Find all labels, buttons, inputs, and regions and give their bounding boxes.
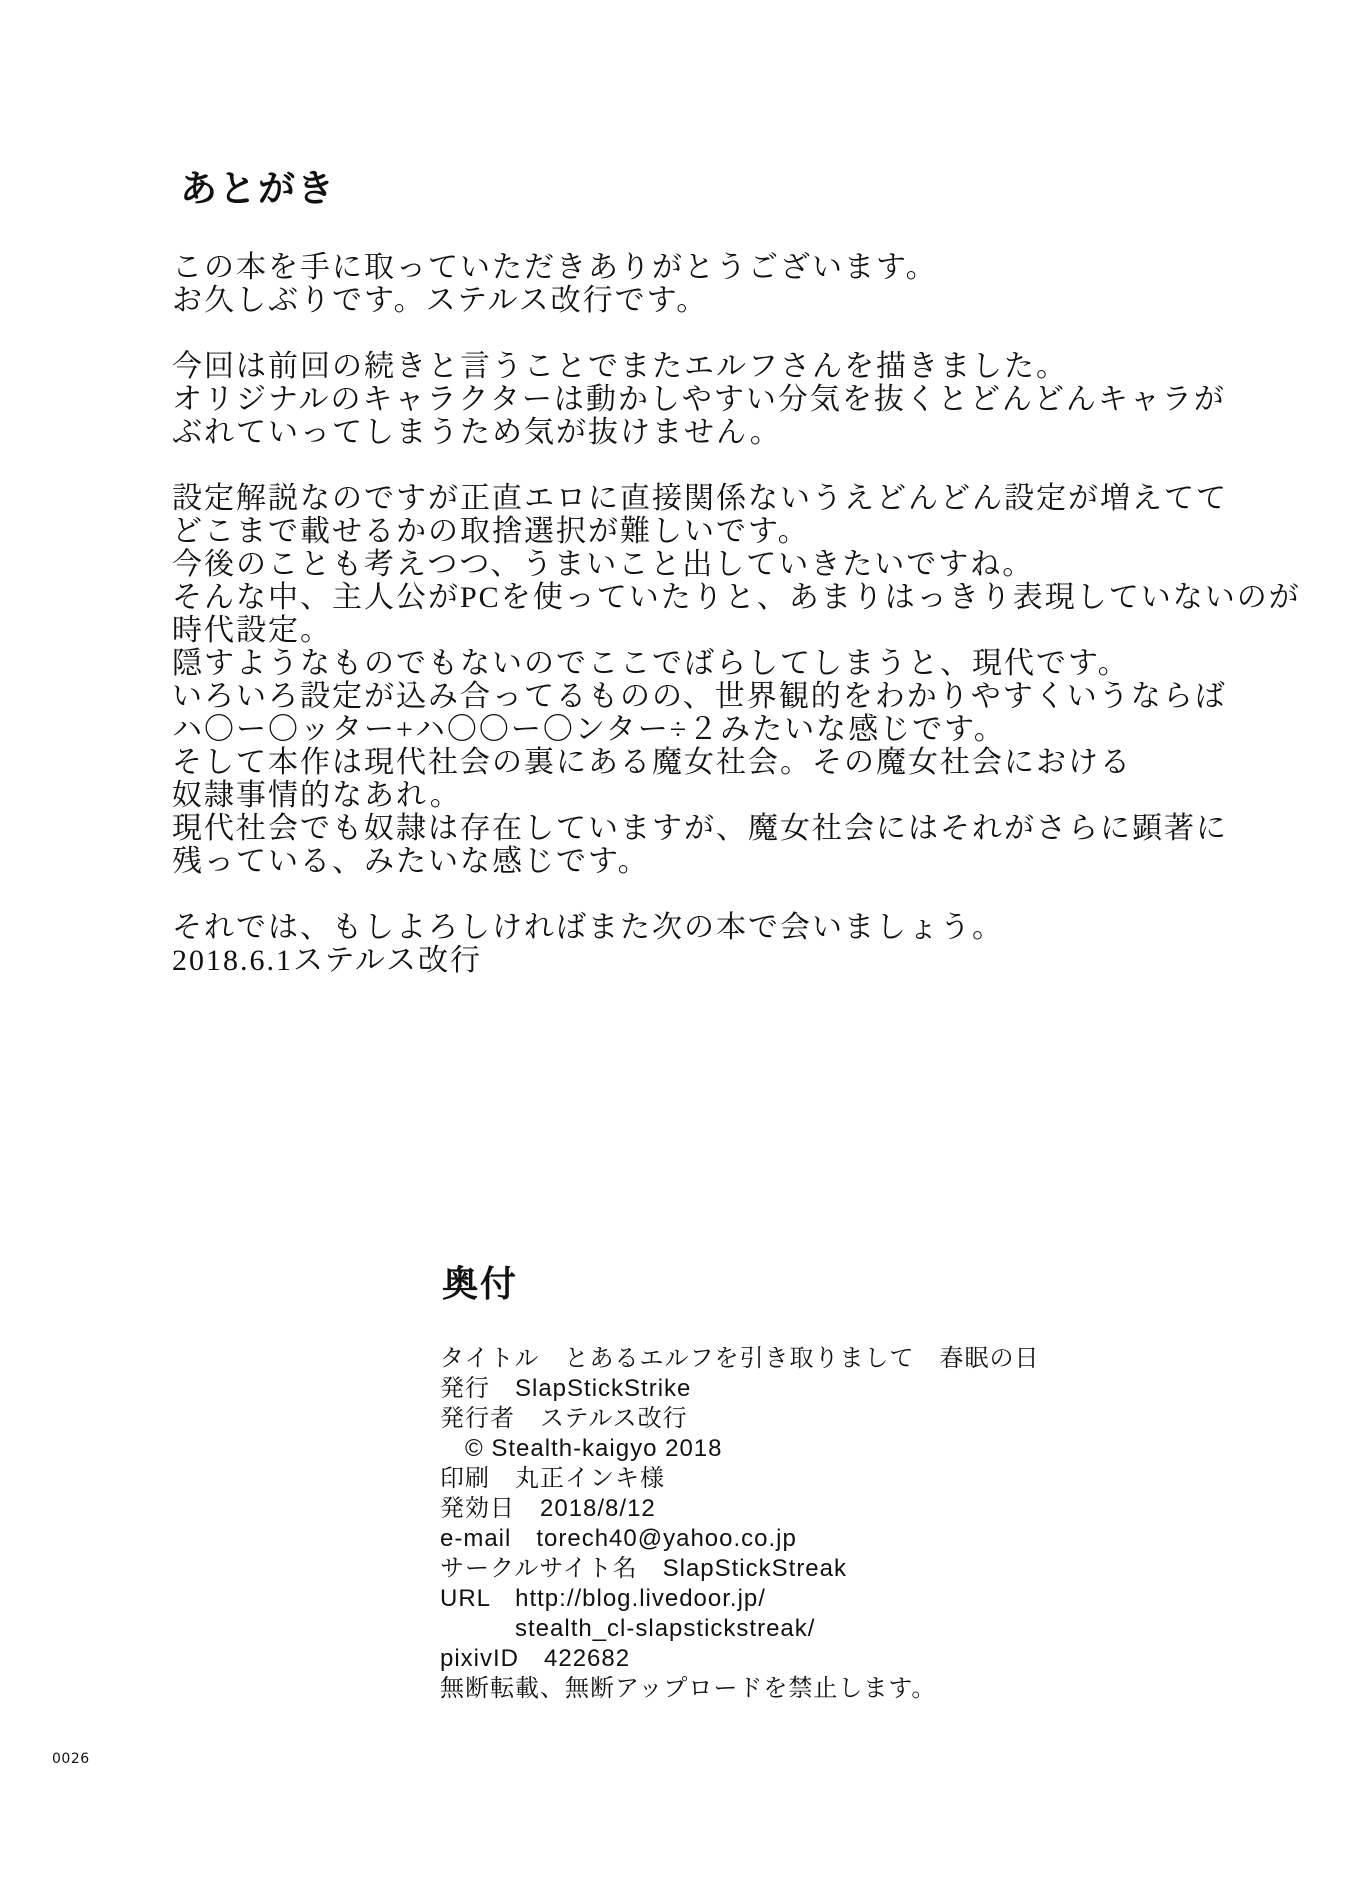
afterword-line: お久しぶりです。ステルス改行です。	[172, 284, 709, 317]
afterword-line: この本を手に取っていただきありがとうございます。	[172, 251, 938, 284]
colophon-email-line: e-mail torech40@yahoo.co.jp	[440, 1525, 797, 1552]
colophon-body	[440, 1344, 1040, 1704]
colophon-heading: 奥付	[442, 1263, 519, 1304]
page-number: 0026	[52, 1751, 90, 1767]
afterword-line: ぶれていってしまうため気が抜けません。	[172, 416, 782, 449]
afterword-line: 奴隷事情的なあれ。	[172, 779, 462, 812]
afterword-body	[172, 251, 1301, 977]
afterword-line: 時代設定。	[172, 614, 332, 647]
colophon-title-line: タイトル とあるエルフを引き取りまして 春眠の日	[440, 1345, 1040, 1372]
afterword-line: 設定解説なのですが正直エロに直接関係ないうえどんどん設定が増えてて	[172, 482, 1228, 515]
colophon-printer-line: 印刷 丸正インキ様	[440, 1465, 665, 1492]
colophon-copyright-line: © Stealth-kaigyo 2018	[440, 1435, 723, 1462]
colophon-url-continuation-line: stealth_cl-slapstickstreak/	[440, 1615, 816, 1642]
afterword-heading: あとがき	[180, 168, 336, 209]
colophon-date-line: 発効日 2018/8/12	[440, 1495, 656, 1522]
afterword-line: いろいろ設定が込み合ってるものの、世界観的をわかりやすくいうならば	[172, 680, 1227, 713]
afterword-line: 今後のことも考えつつ、うまいこと出していきたいですね。	[172, 548, 1035, 581]
afterword-blank-line	[172, 449, 1301, 482]
afterword-line: 隠すようなものでもないのでここでばらしてしまうと、現代です。	[172, 647, 1130, 680]
afterword-line: そして本作は現代社会の裏にある魔女社会。その魔女社会における	[172, 746, 1132, 779]
colophon-author-line: 発行者 ステルス改行	[440, 1405, 688, 1432]
afterword-signature-line: 2018.6.1ステルス改行	[172, 944, 482, 977]
colophon-notice-line: 無断転載、無断アップロードを禁止します。	[440, 1675, 937, 1702]
afterword-line: オリジナルのキャラクターは動かしやすい分気を抜くとどんどんキャラが	[172, 383, 1226, 416]
afterword-line: そんな中、主人公がPCを使っていたりと、あまりはっきり表現していないのが	[172, 581, 1301, 614]
colophon-url-line: URL http://blog.livedoor.jp/	[440, 1585, 766, 1612]
afterword-line: どこまで載せるかの取捨選択が難しいです。	[172, 515, 810, 548]
afterword-line: 今回は前回の続きと言うことでまたエルフさんを描きました。	[172, 350, 1068, 383]
colophon-publisher-line: 発行 SlapStickStrike	[440, 1375, 692, 1402]
afterword-blank-line	[172, 317, 1301, 350]
afterword-line: 現代社会でも奴隷は存在していますが、魔女社会にはそれがさらに顕著に	[172, 812, 1228, 845]
afterword-line: 残っている、みたいな感じです。	[172, 845, 650, 878]
afterword-blank-line	[172, 878, 1301, 911]
colophon-pixiv-id-line: pixivID 422682	[440, 1645, 631, 1672]
afterword-line: それでは、もしよろしければまた次の本で会いましょう。	[172, 911, 1004, 944]
afterword-line: ハ〇ー〇ッター+ハ〇〇ー〇ンター÷２みたいな感じです。	[172, 713, 1006, 746]
colophon-circle-site-line: サークルサイト名 SlapStickStreak	[440, 1555, 848, 1582]
